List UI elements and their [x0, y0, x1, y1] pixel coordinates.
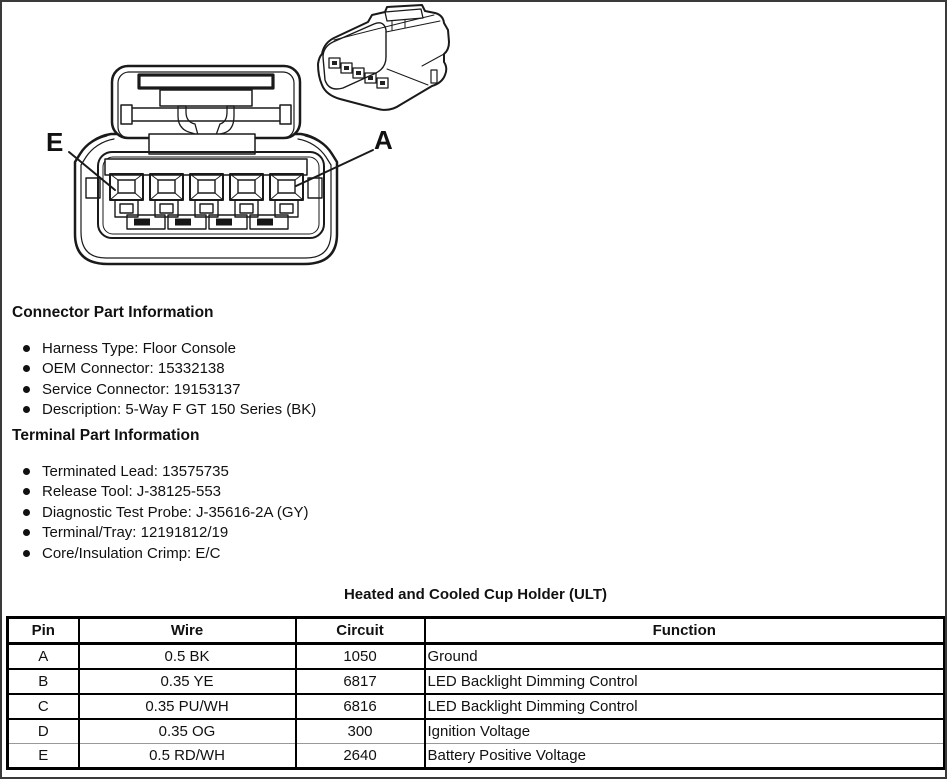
bullet-icon — [23, 345, 30, 352]
pin-cell: D — [8, 719, 79, 744]
function-cell: LED Backlight Dimming Control — [425, 694, 945, 719]
bullet-icon — [23, 509, 30, 516]
wire-cell: 0.5 BK — [79, 644, 296, 670]
column-header-pin: Pin — [8, 618, 79, 644]
circuit-cell: 6817 — [296, 669, 425, 694]
list-item — [23, 379, 316, 400]
column-header-wire: Wire — [79, 618, 296, 644]
function-cell: Ignition Voltage — [425, 719, 945, 744]
circuit-cell: 300 — [296, 719, 425, 744]
header-row — [8, 618, 945, 644]
table-row — [8, 694, 945, 719]
connector-part-info-list — [23, 338, 316, 420]
table-row — [8, 644, 945, 670]
function-cell: Battery Positive Voltage — [425, 744, 945, 769]
list-item-text: Diagnostic Test Probe: J-35616-2A (GY) — [42, 503, 309, 521]
pin-cell: B — [8, 669, 79, 694]
pin-cell: A — [8, 644, 79, 670]
connector-perspective-view — [318, 5, 449, 110]
list-item-text: Terminated Lead: 13575735 — [42, 462, 229, 480]
pinout-table-body — [8, 644, 945, 769]
list-item — [23, 523, 309, 544]
list-item-text: Terminal/Tray: 12191812/19 — [42, 524, 229, 542]
column-header-function: Function — [425, 618, 945, 644]
circuit-cell: 6816 — [296, 694, 425, 719]
pinout-table — [6, 616, 946, 770]
pin-label-e: E — [46, 127, 64, 157]
bullet-icon — [23, 406, 30, 413]
pin-label-a: A — [374, 125, 393, 155]
bullet-icon — [23, 529, 30, 536]
terminal-part-info-heading: Terminal Part Information — [12, 427, 200, 444]
table-row — [8, 744, 945, 769]
circuit-cell: 2640 — [296, 744, 425, 769]
list-item — [23, 461, 309, 482]
list-item — [23, 502, 309, 523]
table-row — [8, 669, 945, 694]
list-item — [23, 338, 316, 359]
wire-cell: 0.5 RD/WH — [79, 744, 296, 769]
bullet-icon — [23, 550, 30, 557]
circuit-cell: 1050 — [296, 644, 425, 670]
table-row — [8, 719, 945, 744]
list-item-text: Core/Insulation Crimp: E/C — [42, 544, 221, 562]
list-item-text: OEM Connector: 15332138 — [42, 360, 225, 378]
wire-cell: 0.35 PU/WH — [79, 694, 296, 719]
list-item-text: Harness Type: Floor Console — [42, 339, 236, 357]
function-cell: Ground — [425, 644, 945, 670]
bullet-icon — [23, 386, 30, 393]
list-item-text: Service Connector: 19153137 — [42, 380, 241, 398]
bullet-icon — [23, 365, 30, 372]
list-item — [23, 400, 316, 421]
column-header-circuit: Circuit — [296, 618, 425, 644]
pin-cell: E — [8, 744, 79, 769]
pin-cell: C — [8, 694, 79, 719]
connector-part-info-heading: Connector Part Information — [12, 304, 214, 321]
list-item — [23, 482, 309, 503]
function-cell: LED Backlight Dimming Control — [425, 669, 945, 694]
wire-cell: 0.35 OG — [79, 719, 296, 744]
bullet-icon — [23, 468, 30, 475]
connector-front-view — [69, 66, 373, 264]
bullet-icon — [23, 488, 30, 495]
list-item-text: Release Tool: J-38125-553 — [42, 483, 222, 501]
wire-cell: 0.35 YE — [79, 669, 296, 694]
pinout-table-title: Heated and Cooled Cup Holder (ULT) — [343, 586, 608, 603]
pinout-table-header — [8, 618, 945, 644]
list-item-text: Description: 5-Way F GT 150 Series (BK) — [42, 401, 317, 419]
terminal-part-info-list — [23, 461, 309, 564]
list-item — [23, 359, 316, 380]
list-item — [23, 543, 309, 564]
